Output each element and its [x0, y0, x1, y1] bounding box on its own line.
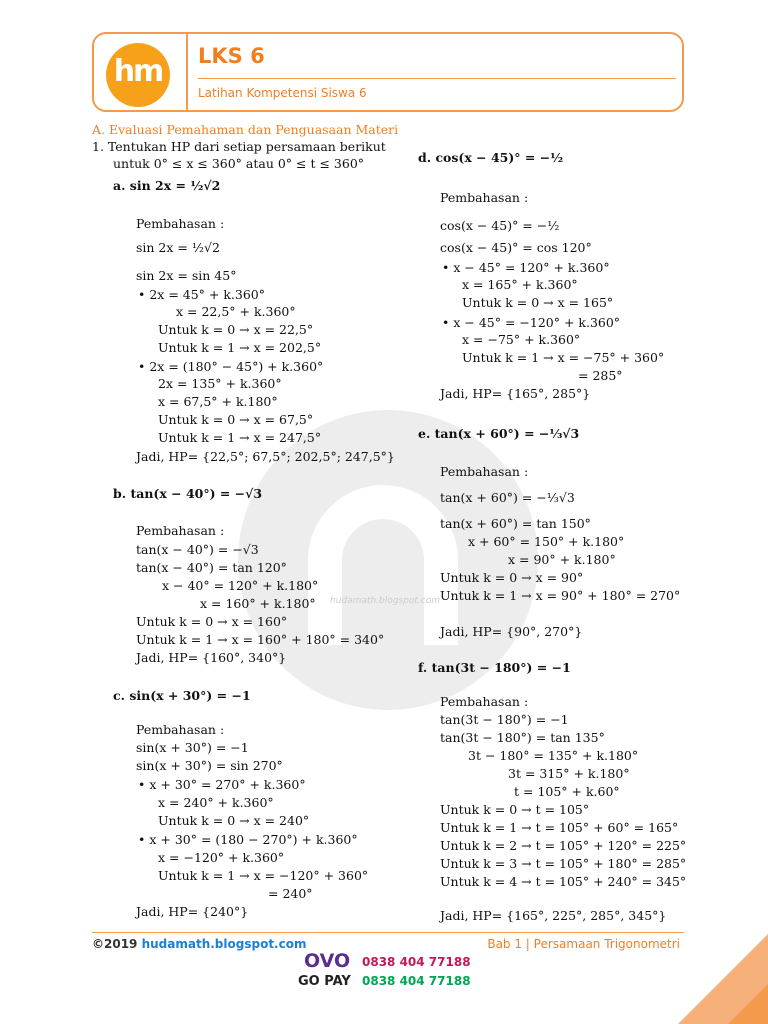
header-divider — [186, 34, 188, 110]
solution-step: Untuk k = 0 → x = 165° — [462, 295, 614, 310]
page-title: LKS 6 — [198, 44, 265, 68]
solution-step: = 240° — [268, 886, 313, 901]
solution-step: sin(x + 30°) = −1 — [136, 740, 249, 755]
corner-decoration — [728, 984, 768, 1024]
section-heading: A. Evaluasi Pemahaman dan Penguasaan Materi — [92, 122, 399, 137]
solution-step: x − 40° = 120° + k.180° — [162, 578, 319, 593]
solution-step: 2x = 135° + k.360° — [158, 376, 282, 391]
problem-e: e. tan(x + 60°) = −⅓√3 — [418, 426, 580, 441]
footer-rule — [92, 932, 684, 933]
solution-step: • 2x = (180° − 45°) + k.360° — [138, 359, 324, 374]
solution-step: 3t − 180° = 135° + k.180° — [468, 748, 639, 763]
solution-answer: Jadi, HP= {90°, 270°} — [440, 624, 583, 639]
solution-step: Untuk k = 1 → t = 105° + 60° = 165° — [440, 820, 679, 835]
solution-step: Untuk k = 0 → x = 240° — [158, 813, 310, 828]
solution-step: Untuk k = 4 → t = 105° + 240° = 345° — [440, 874, 687, 889]
solution-step: Untuk k = 1 → x = 247,5° — [158, 430, 322, 445]
solution-answer: Jadi, HP= {165°, 225°, 285°, 345°} — [440, 908, 667, 923]
solution-step: Untuk k = 1 → x = 160° + 180° = 340° — [136, 632, 385, 647]
problem-a: a. sin 2x = ½√2 — [113, 178, 221, 193]
header-rule — [198, 78, 676, 79]
solution-step: Untuk k = 0 → x = 22,5° — [158, 322, 314, 337]
solution-answer: Jadi, HP= {160°, 340°} — [136, 650, 287, 665]
problem-c: c. sin(x + 30°) = −1 — [113, 688, 251, 703]
solution-step: x = −120° + k.360° — [158, 850, 285, 865]
solution-step: • 2x = 45° + k.360° — [138, 287, 266, 302]
solution-heading: Pembahasan : — [136, 216, 225, 231]
solution-step: tan(3t − 180°) = tan 135° — [440, 730, 605, 745]
ovo-logo: OVO — [304, 950, 351, 972]
footer-site-link[interactable]: hudamath.blogspot.com — [141, 937, 307, 951]
solution-step: cos(x − 45)° = cos 120° — [440, 240, 592, 255]
hm-logo-icon: hm — [106, 43, 170, 107]
solution-step: x = 165° + k.360° — [462, 277, 578, 292]
solution-heading: Pembahasan : — [440, 694, 529, 709]
solution-answer: Jadi, HP= {165°, 285°} — [440, 386, 591, 401]
solution-answer: Jadi, HP= {240°} — [136, 904, 249, 919]
solution-step: x = 67,5° + k.180° — [158, 394, 278, 409]
solution-step: Untuk k = 1 → x = −120° + 360° — [158, 868, 369, 883]
problem-f: f. tan(3t − 180°) = −1 — [418, 660, 571, 675]
watermark-url: hudamath.blogspot.com — [330, 596, 440, 606]
ovo-number: 0838 404 77188 — [362, 955, 471, 969]
solution-step: cos(x − 45)° = −½ — [440, 218, 560, 233]
solution-step: x = −75° + k.360° — [462, 332, 581, 347]
solution-step: Untuk k = 2 → t = 105° + 120° = 225° — [440, 838, 687, 853]
solution-step: tan(x − 40°) = tan 120° — [136, 560, 287, 575]
problem-d: d. cos(x − 45)° = −½ — [418, 150, 564, 165]
page-subtitle: Latihan Kompetensi Siswa 6 — [198, 86, 367, 100]
solution-step: sin 2x = ½√2 — [136, 240, 220, 255]
solution-step: 3t = 315° + k.180° — [508, 766, 630, 781]
footer-chapter: Bab 1 | Persamaan Trigonometri — [487, 937, 680, 951]
solution-step: x + 60° = 150° + k.180° — [468, 534, 625, 549]
solution-step: Untuk k = 0 → x = 160° — [136, 614, 288, 629]
problem-b: b. tan(x − 40°) = −√3 — [113, 486, 263, 501]
solution-step: • x + 30° = 270° + k.360° — [138, 777, 306, 792]
solution-step: Untuk k = 3 → t = 105° + 180° = 285° — [440, 856, 687, 871]
solution-heading: Pembahasan : — [136, 722, 225, 737]
solution-step: Untuk k = 0 → x = 90° — [440, 570, 584, 585]
question-text: untuk 0° ≤ x ≤ 360° atau 0° ≤ t ≤ 360° — [113, 156, 365, 171]
solution-step: t = 105° + k.60° — [514, 784, 620, 799]
solution-step: Untuk k = 0 → x = 67,5° — [158, 412, 314, 427]
solution-step: • x + 30° = (180 − 270°) + k.360° — [138, 832, 358, 847]
gopay-logo: GO PAY — [298, 974, 351, 989]
solution-step: Untuk k = 1 → x = 90° + 180° = 270° — [440, 588, 681, 603]
solution-answer: Jadi, HP= {22,5°; 67,5°; 202,5°; 247,5°} — [136, 449, 395, 464]
solution-step: • x − 45° = −120° + k.360° — [442, 315, 621, 330]
question-text: 1. Tentukan HP dari setiap persamaan berikut — [92, 139, 386, 154]
gopay-number: 0838 404 77188 — [362, 974, 471, 988]
solution-step: = 285° — [578, 368, 623, 383]
solution-step: x = 160° + k.180° — [200, 596, 316, 611]
solution-step: tan(x + 60°) = tan 150° — [440, 516, 591, 531]
solution-step: sin(x + 30°) = sin 270° — [136, 758, 283, 773]
solution-step: Untuk k = 1 → x = 202,5° — [158, 340, 322, 355]
solution-step: x = 90° + k.180° — [508, 552, 616, 567]
solution-step: x = 240° + k.360° — [158, 795, 274, 810]
solution-step: sin 2x = sin 45° — [136, 268, 237, 283]
solution-step: Untuk k = 0 → t = 105° — [440, 802, 590, 817]
solution-step: tan(x + 60°) = −⅓√3 — [440, 490, 575, 505]
solution-step: tan(x − 40°) = −√3 — [136, 542, 259, 557]
footer-copyright: ©2019 hudamath.blogspot.com — [92, 937, 307, 951]
page-header — [92, 32, 684, 112]
solution-step: Untuk k = 1 → x = −75° + 360° — [462, 350, 665, 365]
solution-heading: Pembahasan : — [136, 523, 225, 538]
solution-step: • x − 45° = 120° + k.360° — [442, 260, 610, 275]
solution-heading: Pembahasan : — [440, 464, 529, 479]
solution-step: x = 22,5° + k.360° — [176, 304, 296, 319]
solution-heading: Pembahasan : — [440, 190, 529, 205]
solution-step: tan(3t − 180°) = −1 — [440, 712, 569, 727]
